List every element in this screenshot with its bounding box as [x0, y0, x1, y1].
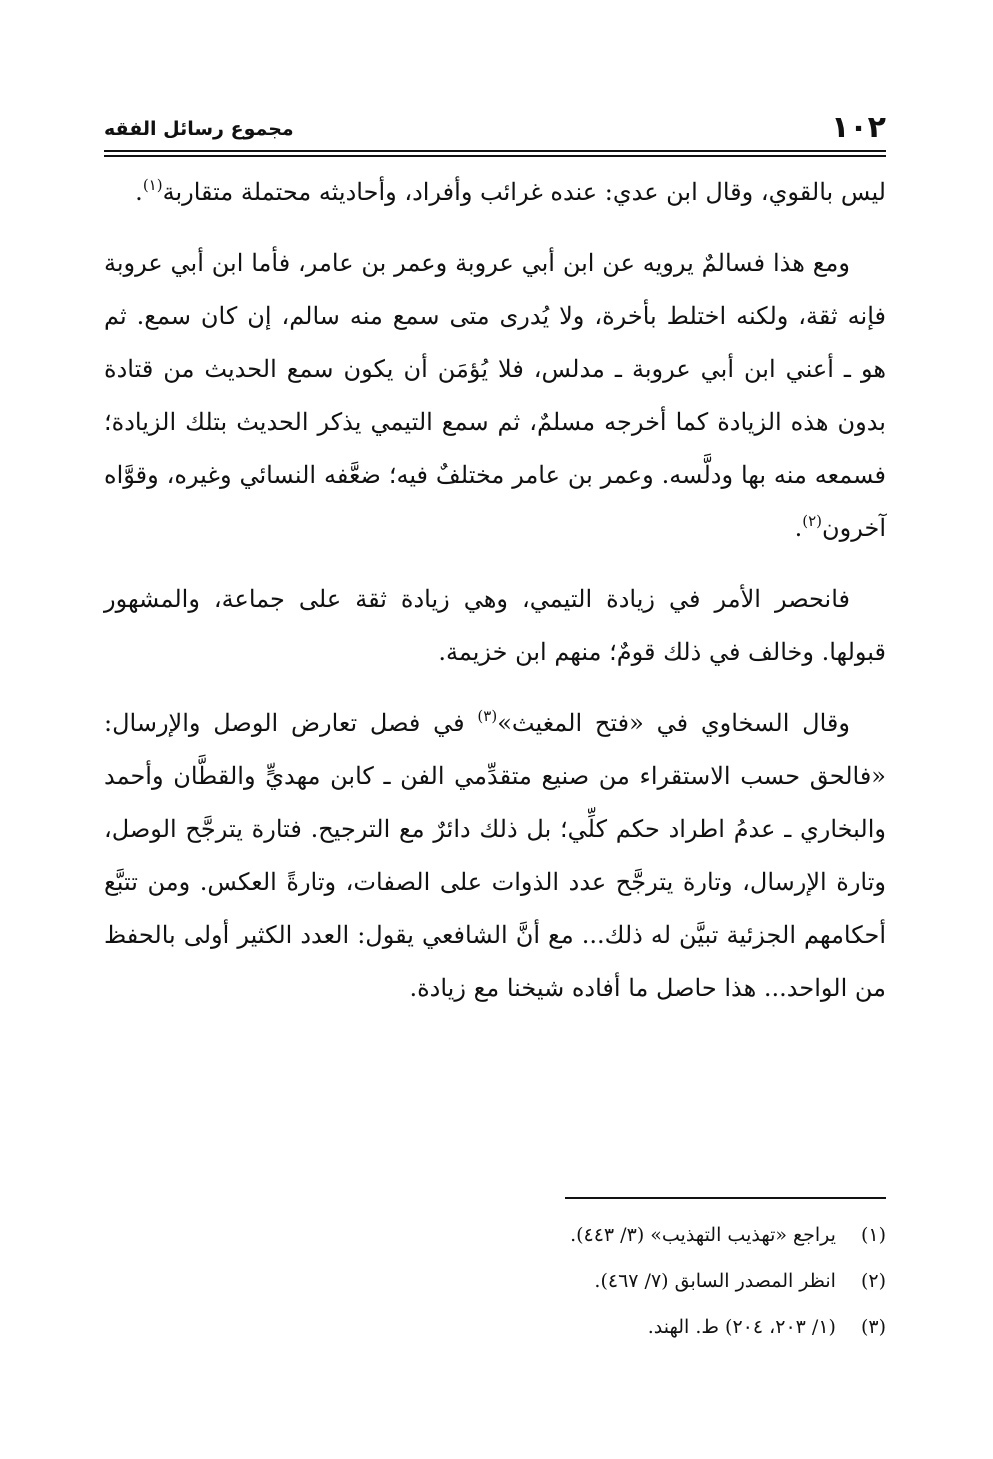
page-header: [104, 110, 886, 150]
footnote-ref-2: (٢): [802, 512, 823, 530]
footnote-ref-3: (٣): [477, 707, 498, 725]
paragraph-1-end: .: [135, 178, 143, 206]
paragraph-4-text-rest: في فصل تعارض الوصل والإرسال: «فالحق حسب الاستقراء من صنيع متقدِّمي الفن ـ كابن مهديٍّ والقطَّان وأحمد والبخاري ـ عدمُ اطراد حكم كلِّي؛ بل ذلك دائرٌ مع الترجيح. فتارة يترجَّح الوصل، وتارة الإرسال، وتارة يترجَّح عدد الذوات على الصفات، وتارةً العكس. ومن تتبَّع أحكامهم الجزئية تبيَّن له ذلك... مع أنَّ الشافعي يقول: العدد الكثير أولى بالحفظ من الواحد... هذا حاصل ما أفاده شيخنا مع زيادة.: [104, 709, 886, 1002]
footnote-separator: [565, 1197, 886, 1199]
page-number: ١٠٢: [831, 110, 886, 145]
running-title: مجموع رسائل الفقه: [104, 118, 294, 140]
footnote-3-number: (٣): [860, 1316, 886, 1338]
footnote-1-number: (١): [860, 1224, 886, 1246]
main-text: [104, 166, 886, 1033]
footnote-ref-1: (١): [142, 176, 163, 194]
footnote-1-text: يراجع «تهذيب التهذيب» (٣/ ٤٤٣).: [570, 1224, 836, 1246]
footnote-3-text: (١/ ٢٠٣، ٢٠٤) ط. الهند.: [647, 1316, 836, 1338]
paragraph-2: [104, 237, 886, 555]
footnote-1: [104, 1212, 886, 1258]
footnotes: [104, 1212, 886, 1350]
footnote-3: [104, 1304, 886, 1350]
paragraph-2-end: .: [794, 514, 803, 542]
paragraph-4-text-start: وقال السخاوي في «فتح المغيث»: [497, 709, 850, 737]
paragraph-1-text: ليس بالقوي، وقال ابن عدي: عنده غرائب وأفراد، وأحاديثه محتملة متقاربة: [162, 178, 886, 206]
footnote-2-number: (٢): [860, 1270, 886, 1292]
footnote-2-text: انظر المصدر السابق (٧/ ٤٦٧).: [594, 1270, 836, 1292]
header-rule-top: [104, 150, 886, 152]
footnote-2: [104, 1258, 886, 1304]
paragraph-4: [104, 697, 886, 1015]
paragraph-3: [104, 573, 886, 679]
paragraph-1: [104, 166, 886, 219]
paragraph-3-text: فانحصر الأمر في زيادة التيمي، وهي زيادة ثقة على جماعة، والمشهور قبولها. وخالف في ذلك قومٌ؛ منهم ابن خزيمة.: [104, 585, 886, 666]
paragraph-2-text: ومع هذا فسالمٌ يرويه عن ابن أبي عروبة وعمر بن عامر، فأما ابن أبي عروبة فإنه ثقة، ولكنه اختلط بأخرة، ولا يُدرى متى سمع منه سالم، إن كان سمع. ثم هو ـ أعني ابن أبي عروبة ـ مدلس، فلا يُؤمَن أن يكون سمع الحديث من قتادة بدون هذه الزيادة كما أخرجه مسلمٌ، ثم سمع التيمي يذكر الحديث بتلك الزيادة؛ فسمعه منه بها ودلَّسه. وعمر بن عامر مختلفٌ فيه؛ ضعَّفه النسائي وغيره، وقوَّاه آخرون: [104, 249, 886, 542]
header-rule-bottom: [104, 155, 886, 157]
